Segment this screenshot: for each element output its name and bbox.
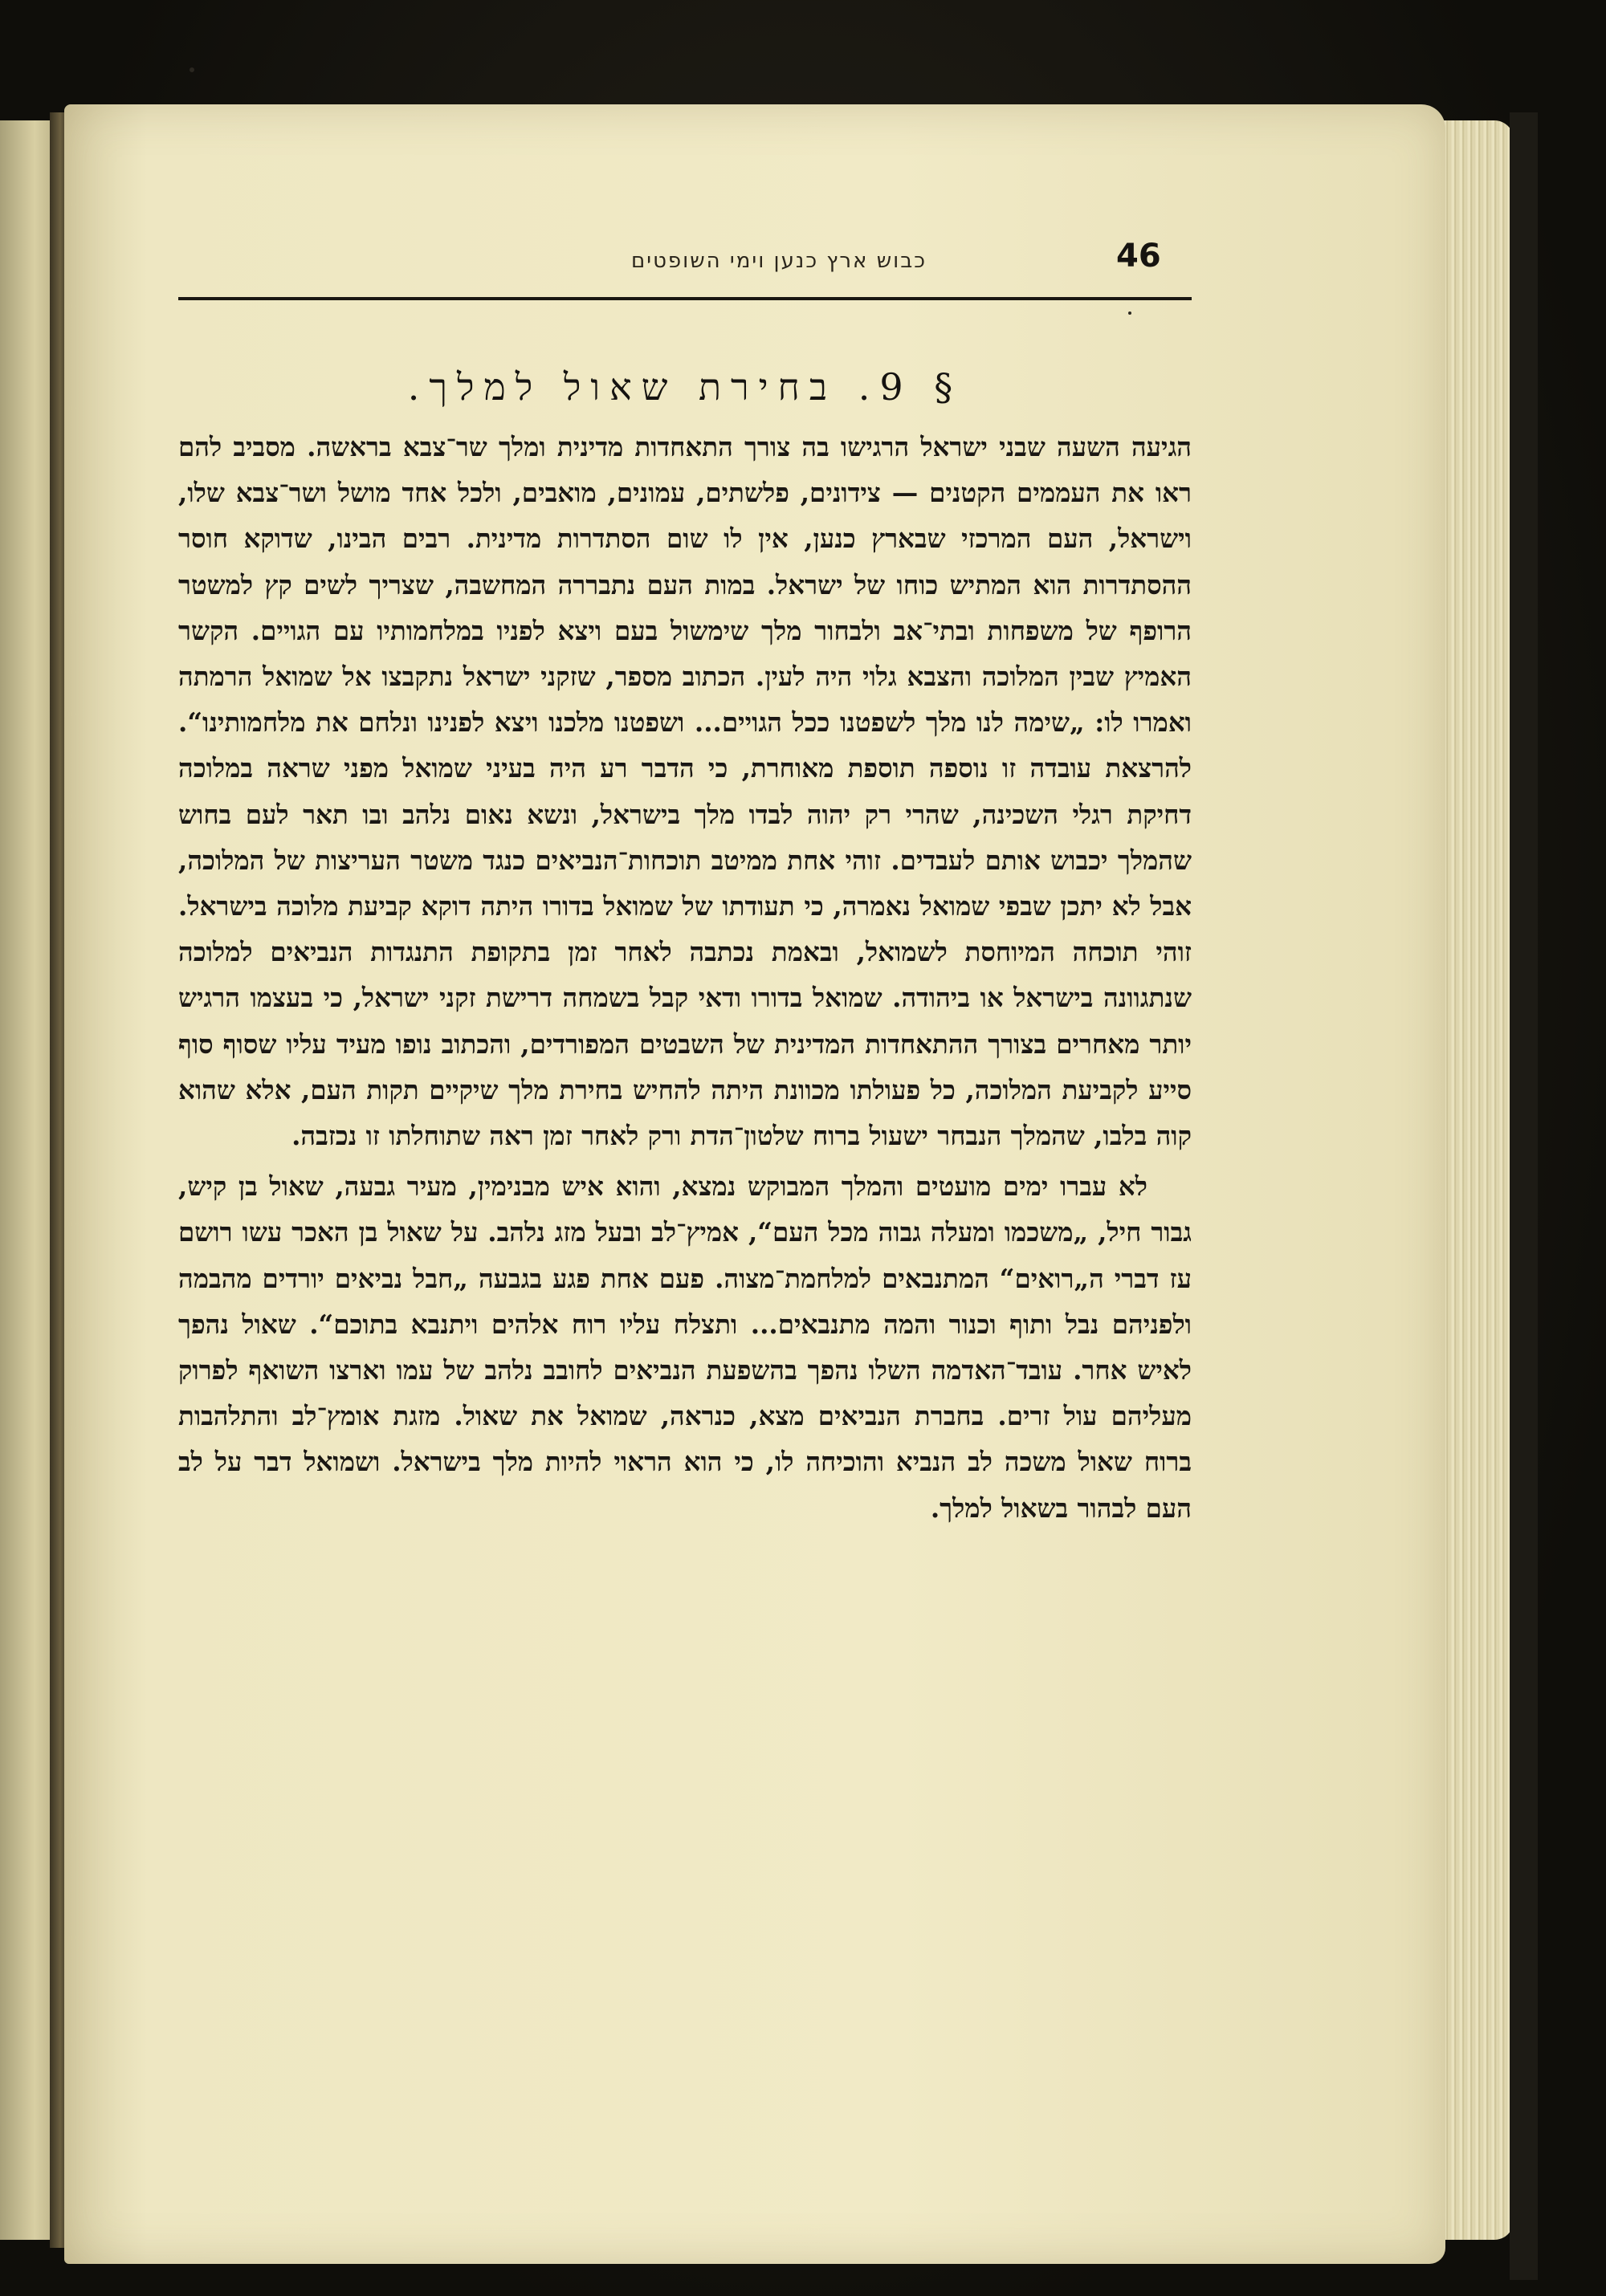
- dust-speck: [1128, 311, 1131, 315]
- dust-speck: [190, 67, 194, 72]
- page-stack-edges: [1441, 120, 1514, 2240]
- paragraph-1: הגיעה השעה שבני ישראל הרגישו בה צורך התאחדות מדינית ומלך שר־צבא בראשה. מסביב להם ראו את העממים הקטנים — צידונים, פלשתים, עמונים, מואבים, ולכל אחד מושל ושר־צבא שלו, וישראל, העם המרכזי שבארץ כנען, אין לו שום הסתדרות מדינית. רבים הבינו, שדוקא חוסר ההסתדרות הוא המתיש כוחו של ישראל. במות העם נתבררה המחשבה, שצריך לשים קץ למשטר הרופף של משפחות ובתי־אב ולבחור מלך שימשול בעם ויצא לפניו במלחמותיו עם הגויים. הקשר האמיץ שבין המלוכה והצבא גלוי היה לעין. הכתוב מספר, שזקני ישראל נתקבצו אל שמואל הרמתה ואמרו לו: „שימה לנו מלך לשפטנו ככל הגויים... ושפטנו מלכנו ויצא לפנינו ונלחם את מלחמותינו“. להרצאת עובדה זו נוספה תוספת מאוחרת, כי הדבר רע היה בעיני שמואל מפני שראה במלוכה דחיקת רגלי השכינה, שהרי רק יהוה לבדו מלך בישראל, ונשא נאום נלהב ובו תאר לעם בחוש שהמלך יכבוש אותם לעבדים. זוהי אחת ממיטב תוכחות־הנביאים כנגד משטר העריצות של המלוכה, אבל לא יתכן שבפי שמואל נאמרה, כי תעודתו של שמואל בדורו היתה דוקא קביעת מלוכה בישראל. זוהי תוכחה המיוחסת לשמואל, ובאמת נכתבה לאחר זמן בתקופת התנגדות הנביאים למלוכה שנתגוונה בישראל או ביהודה. שמואל בדורו ודאי קבל בשמחה דרישת זקני ישראל, כי בעצמו הרגיש יותר מאחרים בצורך ההתאחדות המדינית של השבטים המפורדים, והכתוב נופו מעיד עליו שסוף סוף סייע לקביעת המלוכה, כל פעולתו מכוונת היתה להחיש בחירת מלך שיקיים תקות העם, אלא שהוא קוה בלבו, שהמלך הנבחר ישעול ברוח שלטון־הדת ורק לאחר זמן ראה שתוחלתו זו נכזבה.: [178, 431, 1192, 1152]
- section-title: § 9. בחירת שאול למלך.: [407, 365, 963, 409]
- paragraph-2: לא עברו ימים מועטים והמלך המבוקש נמצא, והוא איש מבנימין, מעיר גבעה, שאול בן קיש, גבור חיל, „משכמו ומעלה גבוה מכל העם“, אמיץ־לב ובעל מזג נלהב. על שאול בן האכר עשו רושם עז דברי ה„רואים“ המתנבאים למלחמת־מצוה. פעם אחת פגע בגבעה „חבל נביאים יורדים מהבמה ולפניהם נבל ותוף וכנור והמה מתנבאים... ותצלח עליו רוח אלהים ויתנבא בתוכם“. שאול נהפך לאיש אחר. עובד־האדמה השלו נהפך בהשפעת הנביאים לחובב נלהב של עמו וארצו השואף לפרוק מעליהם עול זרים. בחברת הנביאים מצא, כנראה, שמואל את שאול. מזגת אומץ־לב והתלהבות ברוח שאול משכה לב הנביא והוכיחה לו, כי הוא הראוי להיות מלך בישראל. ושמואל דבר על לב העם לבהור בשאול למלך.: [178, 1170, 1192, 1524]
- book-cover-edge: [1510, 112, 1538, 2280]
- running-head: כבוש ארץ כנען וימי השופטים: [631, 249, 927, 273]
- body-text: [178, 424, 1192, 1531]
- page-number: 46: [1116, 238, 1161, 275]
- header-rule: [178, 297, 1192, 300]
